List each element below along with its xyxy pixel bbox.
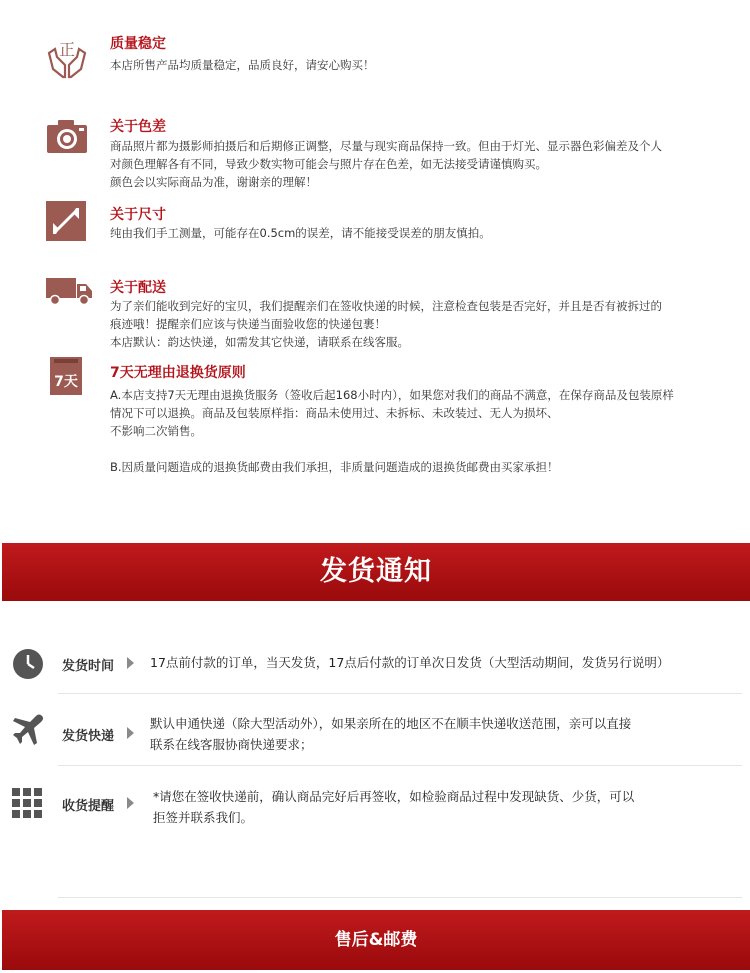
seven-day-return-icon: [48, 355, 84, 401]
policy-title: 质量稳定: [110, 36, 166, 52]
policy-body: 本店所售产品均质量稳定，品质良好，请安心购买！: [110, 58, 375, 72]
divider: [58, 765, 742, 766]
divider: [58, 897, 742, 898]
shipping-label: 发货快递: [62, 729, 115, 744]
policy-body: 为了亲们能收到完好的宝贝，我们提醒亲们在签收快递的时候，注意检查包装是否完好，并且是否有被拆过的 痕迹哦！提醒亲们应该与快递当面验收您的快递包裹！ 本店默认：韵达快递，如需发其它快递，请联系在线客服。: [110, 299, 662, 349]
camera-icon: [45, 117, 89, 159]
hands-quality-icon: [45, 35, 89, 83]
shipping-label: 收货提醒: [62, 799, 115, 814]
aftersale-banner: 售后&邮费: [2, 910, 750, 970]
policy-title: 7天无理由退换货原则: [110, 365, 246, 381]
grid-icon: [12, 788, 42, 822]
shipping-label: 发货时间: [62, 659, 115, 674]
policy-quality: [0, 0, 750, 95]
policy-body: 纯由我们手工测量，可能存在0.5cm的误差，请不能接受误差的朋友慎拍。: [110, 226, 491, 240]
svg-text:正: 正: [58, 40, 76, 59]
ruler-resize-icon: [45, 200, 87, 246]
chevron-right-icon: [127, 727, 134, 739]
delivery-truck-icon: [45, 276, 93, 310]
clock-icon: [12, 648, 44, 684]
airplane-icon: [12, 713, 46, 751]
policy-body: 商品照片都为摄影师拍摄后和后期修正调整，尽量与现实商品保持一致。但由于灯光、显示器色彩偏差及个人 对颜色理解各有不同，导致少数实物可能会与照片存在色差，如无法接受请谨慎购买。 颜色会以实际商品为准，谢谢亲的理解！: [110, 139, 662, 189]
shipping-notice-banner: 发货通知: [2, 543, 750, 601]
shipping-text: *请您在签收快递前，确认商品完好后再签收，如检验商品过程中发现缺货、少货，可以 拒签并联系我们。: [153, 789, 635, 825]
policy-title: 关于尺寸: [110, 207, 166, 223]
policy-title: 关于配送: [110, 280, 166, 296]
divider: [58, 693, 742, 694]
shipping-text: 默认申通快递（除大型活动外），如果亲所在的地区不在顺丰快递收送范围，亲可以直接 联系在线客服协商快递要求；: [150, 716, 632, 752]
chevron-right-icon: [127, 657, 134, 669]
chevron-right-icon: [127, 797, 134, 809]
svg-text:7天: 7天: [54, 374, 78, 390]
policy-body: A.本店支持7天无理由退换货服务（签收后起168小时内），如果您对我们的商品不满意，在保存商品及包装原样 情况下可以退换。商品及包装原样指：商品未使用过、未拆标、未改装过、无人为损坏、 不影响二次销售。 B.因质量问题造成的退换货邮费由我们承担，非质量问题造成的退换货邮费由买家承担！: [110, 388, 674, 474]
policy-title: 关于色差: [110, 119, 166, 135]
shipping-text: 17点前付款的订单，当天发货，17点后付款的订单次日发货（大型活动期间，发货另行说明）: [150, 655, 670, 670]
